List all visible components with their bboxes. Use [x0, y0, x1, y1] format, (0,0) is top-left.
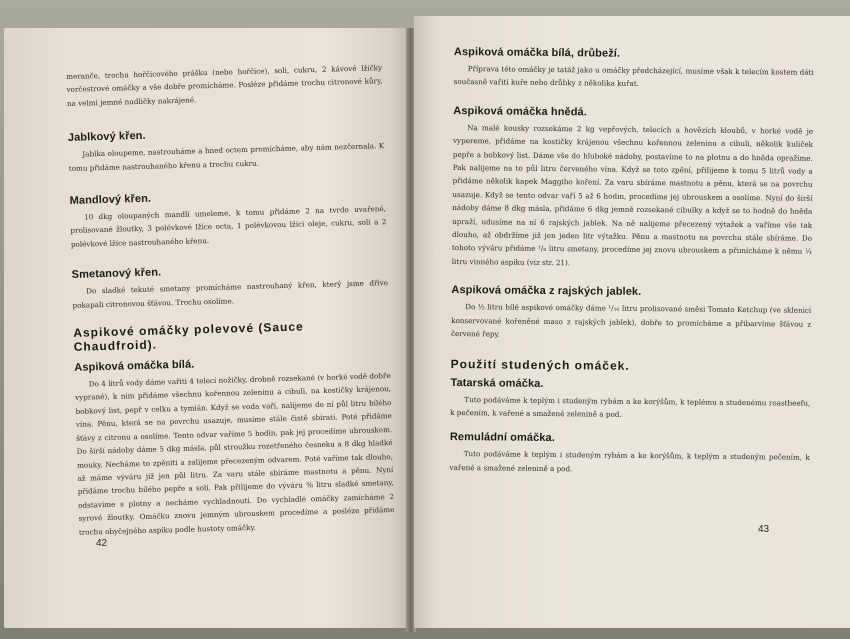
- section-text: Na malé kousky rozsekáme 2 kg vepřových, telecích a hovězích kloubů, v horké vodě je vypereme, přidáme na kostičky krájenou všechnu kořennou zeleninu a cibuli, několik kuliček pepře a bobkový list. Dáme vše do hluboké nádoby, postavíme to na plotnu a do hněda opražíme. Pak nalijeme na to půl litru červeného vína. Když se toto zpění, přilijeme k tomu 5 litrů vody a přidáme několik kapek Maggiho koření. Za varu sbíráme mastnotu a pěnu, která se na povrchu usazuje. Když se tento odvar vaří 5 až 6 hodin, procedíme jej ubrouskem a osolíme. Nyní do širší nádoby dáme 8 dkg másla, přidáme 6 dkg jemně rozsekané cibulky a když se to hodně do hněda upraží, udusíme na ní 6 rajských jablek. Na ně nalijeme přecezený výtažek a vaříme vše tak dlouho, až obdržíme již jen jeden litr výtažku. Pěnu a mastnotu na povrchu stále sbíráme. Do tohoto výváru přidáme ¹/₈ litru smetany, procedíme jej znovu ubrouskem a přimícháme k němu ¼ litru vinného aspiku (viz str. 21).: [451, 122, 814, 268]
- left-page-content: [66, 61, 395, 539]
- chapter-title: Použití studených omáček.: [450, 356, 630, 373]
- subsection-title: Tatarská omáčka.: [450, 376, 544, 390]
- continuation-paragraph: meranče, trochu hořčicového prášku (nebo hořčice), soli, cukru, 2 kávové lžičky vorčestrové omáčky a vše dobře promícháme. Posléze přidáme trochu citronové kůry, na velmi jemné nudličky nakrájené.: [66, 63, 383, 108]
- chapter-title: Aspikové omáčky polevové (Sauce Chaudfroid).: [73, 319, 304, 354]
- right-page-content: [450, 46, 814, 478]
- right-page: [414, 16, 850, 628]
- left-page: [4, 28, 408, 628]
- section-title: Aspiková omáčka bílá, drůbeží.: [453, 46, 621, 60]
- subsection-text: Tuto podáváme k teplým i studeným rybám a ke korýšům, k teplému a studenému roastbeefu, k pečením, k vařené a smažené zelenině a pod.: [450, 394, 811, 419]
- section-title: Jablkový křen.: [67, 130, 146, 145]
- section-title: Aspiková omáčka z rajských jablek.: [451, 284, 642, 299]
- section-text: 10 dkg oloupaných mandlí umeleme, k tomu přidáme 2 na tvrdo uvařené, prolisované žloutky, 3 polévkové lžíce octa, 1 polévkovou lžíci oleje, cukru, soli a 2 polévkové lžíce nastrouhaného křenu.: [70, 204, 387, 249]
- section-text: Do ½ litru bílé aspikové omáčky dáme ¹/₁₆ litru prolisované směsi Tomato Ketchup (ve sklenici konservované kořeněné maso z rajských jablek), dobře to promícháme a přibarvíme šťávou z červené řepy.: [450, 302, 812, 339]
- section-text: Příprava této omáčky je tatáž jako u omáčky předcházející, musíme však k telecím kostem dáti současně vařiti kuře nebo drůbky z několika kuřat.: [453, 64, 814, 89]
- section-title: Mandlový křen.: [69, 192, 152, 207]
- section-title: Smetanový křen.: [71, 266, 162, 282]
- section-title: Aspiková omáčka hnědá.: [453, 104, 588, 119]
- section-text: Do sladké tekuté smetany promícháme nastrouhaný křen, který jsme dříve pokapali citronovou šťávou. Trochu osolíme.: [72, 278, 389, 310]
- page-number: 42: [96, 538, 108, 549]
- subsection-title: Aspiková omáčka bílá.: [74, 358, 195, 374]
- page-number: 43: [758, 524, 770, 535]
- subsection-title: Remuládní omáčka.: [449, 431, 555, 445]
- section-text: Jablka oloupeme, nastrouháme a hned octem promícháme, aby nám nezčernala. K tomu přidáme nastrouhaného křenu a trochu cukru.: [68, 141, 385, 173]
- subsection-text: Do 4 litrů vody dáme vařiti 4 telecí nožičky, drobně rozsekané (v horké vodě dobře vyprané), k nim přidáme všechnu kořennou zeleninu a cibuli, na kostičky krájenou, bobkový list, pepř v celku a tymián. Když se voda vaří, nalijeme do ní půl litru bílého vína. Pěnu, která se na povrchu usazuje, musíme stále čistě sbírati. Poté přidáme šťávy z citronu a osolíme. Tento odvar vaříme 5 hodin, pak jej procedíme ubrouskem. Do širší nádoby dáme 5 dkg másla, půl stroužku rozetřeného česneku a 8 dkg hladké mouky. Necháme to zpěniti a zalijeme přecezeným odvarem. Poté vaříme tak dlouho, až máme výváru již jen půl litru. Za varu stále sbíráme mastnotu a pěnu. Nyní přidáme trochu bílého pepře a soli. Pak přilijeme do výváru ⅜ litru sladké smetany, odstavíme s plotny a necháme vychladnouti. Do vychladlé omáčky zamícháme 2 syrové žloutky. Omáčku znovu jemným ubrouskem procedíme a posléze přidáme trochu obyčejného aspiku podle hustoty omáčky.: [75, 371, 395, 537]
- subsection-text: Tuto podáváme k teplým i studeným rybám a ke korýšům, k teplým a studeným pečením, k vařené a smažené zelenině a pod.: [449, 449, 810, 473]
